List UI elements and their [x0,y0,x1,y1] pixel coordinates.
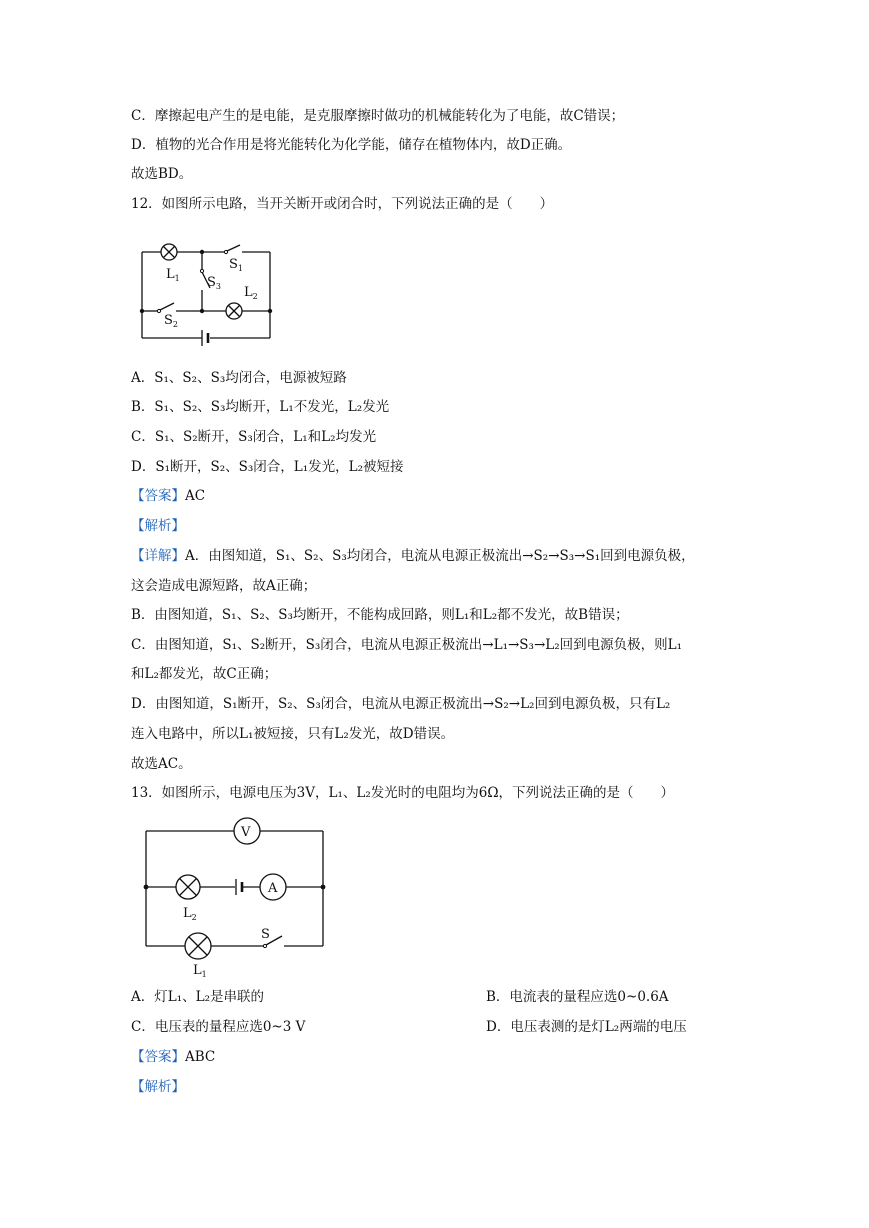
text-line-d: D．植物的光合作用是将光能转化为化学能，储存在植物体内，故D正确。 [131,137,572,153]
answer-tag: 【答案】 [131,488,185,504]
label-s: S [261,927,270,942]
q12-option-b: B．S₁、S₂、S₃均断开，L₁不发光，L₂发光 [131,399,390,415]
ammeter-label: A [268,881,278,896]
answer-value: AC [185,488,206,504]
q12-detail-line-5: 和L₂都发光，故C正确； [131,666,278,682]
circuit-diagram-q13 [138,816,334,982]
q12-answer-line [131,486,205,506]
voltmeter-label: V [241,825,251,840]
q12-option-a: A．S₁、S₂、S₃均闭合，电源被短路 [131,370,347,386]
label-l2: $L_2$ [183,906,197,922]
label-l2: $L_2$ [244,285,258,301]
q12-detail-line-4: C．由图知道，S₁、S₂断开，S₃闭合，电流从电源正极流出→L₁→S₃→L₂回到电源负极，则L₁ [131,637,683,653]
circuit-diagram-q12 [130,232,280,350]
label-s2: $S_2$ [164,313,178,329]
q13-analysis-tag: 【解析】 [131,1079,185,1095]
q12-option-c: C．S₁、S₂断开，S₃闭合，L₁和L₂均发光 [131,429,377,445]
q12-detail-line-7: 连入电路中，所以L₁被短接，只有L₂发光，故D错误。 [131,726,455,742]
q13-answer-line [131,1047,215,1067]
q13-option-a: A．灯L₁、L₂是串联的 [131,989,265,1005]
label-l1: $L_1$ [166,267,180,283]
q12-option-d: D．S₁断开，S₂、S₃闭合，L₁发光，L₂被短接 [131,459,404,475]
q12-detail-line-3: B．由图知道，S₁、S₂、S₃均断开，不能构成回路，则L₁和L₂都不发光，故B错误； [131,607,629,623]
q13-option-d: D．电压表测的是灯L₂两端的电压 [486,1019,687,1035]
q13-option-b: B．电流表的量程应选0~0.6A [486,989,669,1005]
answer-tag: 【答案】 [131,1049,185,1065]
q13-option-c: C．电压表的量程应选0~3 V [131,1019,306,1035]
answer-value: ABC [185,1049,216,1065]
q12-detail-line-6: D．由图知道，S₁断开，S₂、S₃闭合，电流从电源正极流出→S₂→L₂回到电源负极，只有L₂ [131,696,671,712]
detail-tag: 【详解】 [131,548,185,564]
label-l1: $L_1$ [193,963,207,979]
text-line-choose: 故选BD。 [131,166,193,182]
label-s3: $S_3$ [207,275,221,291]
text-line-c: C．摩擦起电产生的是电能，是克服摩擦时做功的机械能转化为了电能，故C错误； [131,108,625,124]
q12-detail-line-2: 这会造成电源短路，故A正确； [131,578,317,594]
q12-analysis-tag: 【解析】 [131,518,185,534]
q12-detail-line-8: 故选AC。 [131,756,192,772]
q12-detail-line-1: 【详解】A．由图知道，S₁、S₂、S₃均闭合，电流从电源正极流出→S₂→S₃→S₁回到电源负极， [131,548,695,564]
question-12-stem: 12．如图所示电路，当开关断开或闭合时，下列说法正确的是（ ） [131,196,554,212]
question-13-stem: 13．如图所示，电源电压为3V，L₁、L₂发光时的电阻均为6Ω，下列说法正确的是（ ） [131,785,675,801]
label-s1: $S_1$ [229,257,243,273]
